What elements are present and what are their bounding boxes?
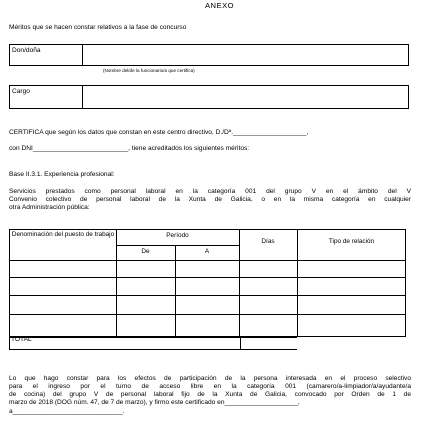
services-line-3: otra Administración pública: [9,204,90,211]
certify-line-2: con DNI__________________________, tiene acreditados los siguientes méritos: [9,145,250,152]
name-label: Don/doña [12,47,41,54]
services-line-1: Servicios prestados como personal laboral en la categoría 001 del grupo V en el ámbito del V [9,188,411,195]
table-row[interactable] [10,278,116,295]
header-from: De [141,248,150,255]
experience-table [9,229,406,351]
header-to: A [204,248,210,255]
closing-line-2: para el ingreso por el turno de acceso libre en la categoría 001 (camarero/a-limpiador/a/ayudante/a [9,383,411,390]
closing-line-5: a______________________________. [9,408,125,415]
closing-line-1: Lo que hago constar para los efectos de participación de la persona interesada en el proceso selectivo [9,375,411,382]
document-title: ANEXO [204,1,235,10]
name-field-box [9,44,409,66]
header-position-name: Denominación del puesto de trabajo [11,231,115,238]
position-label: Cargo [12,88,30,95]
name-hint: (Nombre del/de la funcionario/a que certifica) [103,68,195,73]
certify-line-1: CERTIFICA que según los datos que constan en este centro directivo, D./Dª.____________________, [9,129,309,136]
closing-line-4: marzo de 2018 (DOG núm. 47, de 7 de marzo), y firmo este certificado en____________________, [9,399,300,406]
name-input[interactable] [83,45,408,65]
table-row[interactable] [10,296,116,314]
total-label: TOTAL [11,336,32,343]
period-subheader-line [116,245,239,246]
header-period: Período [166,232,189,239]
table-col-divider [175,245,176,337]
total-col-divider [240,337,241,350]
header-relation-type: Tipo de relación [328,238,375,245]
position-input[interactable] [83,86,408,108]
position-field-box [9,85,409,109]
intro-text: Méritos que se hacen constar relativos a la fase de concurso [9,24,187,31]
services-line-2: Convenio colectivo de personal laboral de la Xunta de Galicia, o en la misma categoría en cualquier [9,196,411,203]
header-days: Días [261,238,275,245]
section-heading: Base II.3.1. Experiencia profesional: [9,171,115,178]
table-row[interactable] [10,315,116,337]
table-row[interactable] [10,261,116,277]
total-row [9,337,297,350]
closing-line-3: de cocina) del grupo V de personal laboral fijo de la Xunta de Galicia, convocado por Orden de 1 de [9,391,411,398]
